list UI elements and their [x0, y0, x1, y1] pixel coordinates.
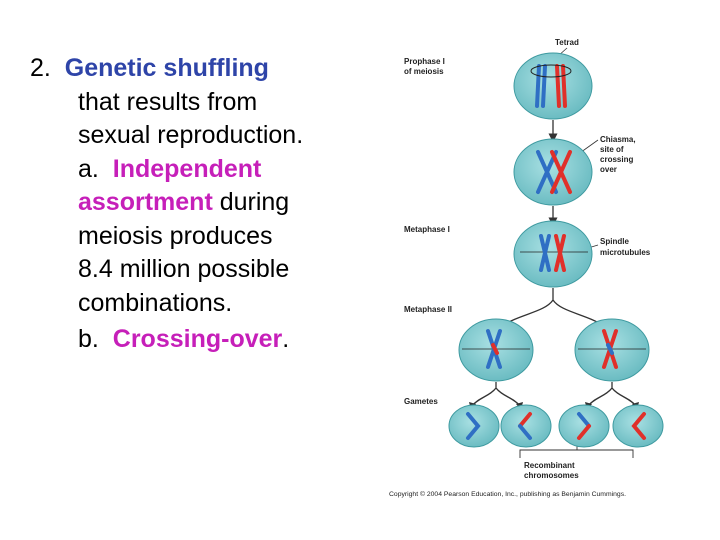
gamete-4 [613, 405, 663, 447]
label-chiasma-2: site of [600, 145, 624, 154]
label-chiasma-1: Chiasma, [600, 135, 636, 144]
slide-text [30, 52, 390, 357]
item-a-line1 [30, 153, 390, 187]
gamete-2 [501, 405, 551, 447]
cell-metaphase-2-left [459, 319, 533, 381]
label-spindle-2: microtubules [600, 248, 651, 257]
label-tetrad: Tetrad [555, 38, 579, 47]
label-recombinant-1: Recombinant [524, 461, 575, 470]
item-b-marker: b. [78, 325, 99, 353]
label-metaphase-1: Metaphase I [404, 225, 450, 234]
gamete-3 [559, 405, 609, 447]
point-number: 2. [30, 54, 51, 82]
cell-prophase-1 [514, 53, 592, 119]
item-a-line5: combinations. [78, 288, 233, 317]
item-b-punct: . [282, 325, 290, 353]
label-recombinant-2: chromosomes [524, 471, 579, 480]
label-chiasma-3: crossing [600, 155, 634, 164]
label-chiasma-4: over [600, 165, 617, 174]
cell-chiasma [514, 139, 592, 205]
item-a-line4: 8.4 million possible [78, 255, 290, 283]
item-a-highlight1: Independent [112, 154, 262, 183]
item-a-line3: meiosis produces [78, 221, 273, 250]
item-a-rest1: during [212, 188, 290, 216]
point-2-line1 [30, 52, 390, 86]
meiosis-diagram [380, 30, 710, 505]
item-a-line2 [30, 186, 390, 220]
point-2-line3: sexual reproduction. [78, 121, 304, 149]
label-spindle-1: Spindle [600, 237, 629, 246]
label-metaphase-2: Metaphase II [404, 305, 453, 314]
copyright-notice: Copyright © 2004 Pearson Education, Inc., publishing as Benjamin Cummings. [389, 491, 626, 498]
item-a-highlight2: assortment [78, 188, 213, 216]
item-a-marker: a. [78, 154, 99, 183]
gamete-1 [449, 405, 499, 447]
item-b-highlight: Crossing-over [112, 325, 283, 353]
cell-metaphase-2-right [575, 319, 649, 381]
item-b-line [30, 323, 390, 357]
label-gametes: Gametes [404, 397, 438, 406]
cell-metaphase-1 [514, 221, 592, 287]
point-title: Genetic shuffling [64, 54, 269, 82]
point-2-line2: that results from [78, 87, 258, 116]
label-prophase-2: of meiosis [404, 67, 444, 76]
label-prophase-1: Prophase I [404, 57, 445, 66]
